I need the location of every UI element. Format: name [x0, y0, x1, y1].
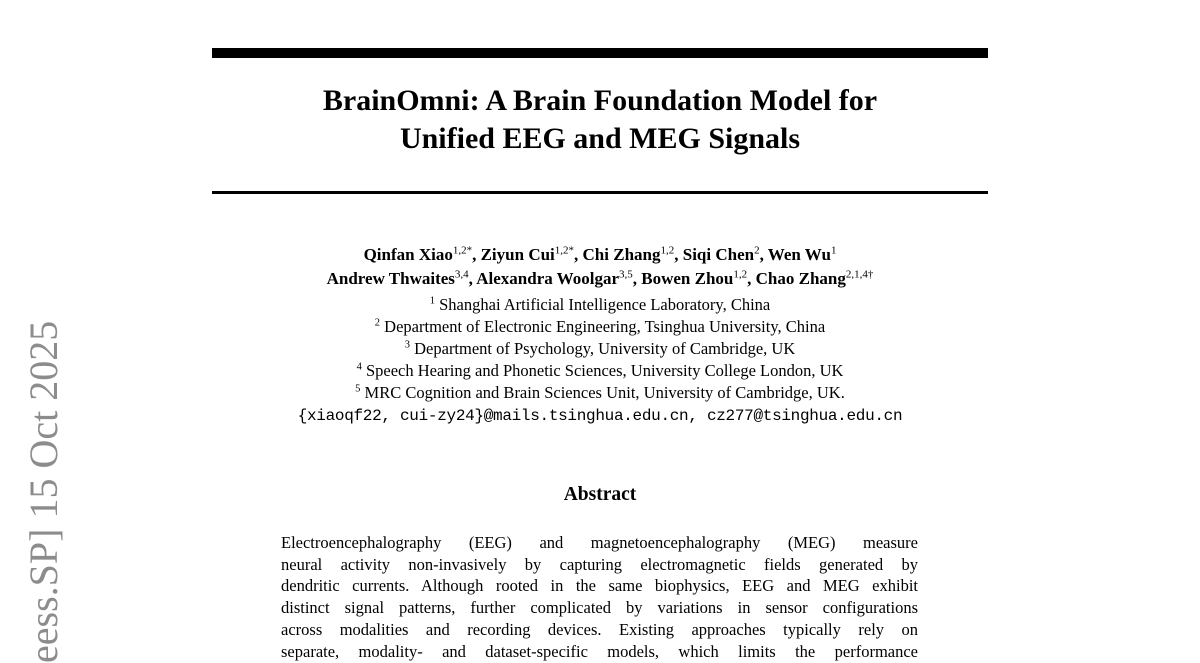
top-thick-rule: [212, 48, 988, 58]
author-superscript: 1,2: [660, 244, 675, 257]
title-bottom-rule: [212, 191, 988, 194]
affiliation-superscript: 4: [356, 361, 362, 373]
abstract-line: separate, modality- and dataset-specific models, which limits the performance: [281, 641, 918, 661]
author-name: Bowen Zhou: [641, 269, 734, 288]
author-name: Siqi Chen: [682, 245, 755, 264]
page-title-line-1: BrainOmni: A Brain Foundation Model for: [322, 84, 878, 117]
author-name: Alexandra Woolgar: [476, 269, 620, 288]
author-superscript: 1,2: [733, 268, 748, 281]
affiliation-superscript: 1: [429, 295, 435, 307]
author-superscript: 2,1,4†: [845, 268, 874, 281]
author-name: Wen Wu: [767, 245, 831, 264]
abstract-heading: Abstract: [563, 484, 637, 505]
affiliation-superscript: 3: [404, 339, 410, 351]
affiliation-line: $^4$ Speech Hearing and Phonetic Sciences, University College London, UK: [356, 361, 844, 380]
affiliation-line: $^2$ Department of Electronic Engineering, Tsinghua University, China: [374, 317, 826, 336]
affiliations: [130, 294, 1070, 404]
author-name: Andrew Thwaites: [326, 269, 455, 288]
affiliation-superscript: 5: [355, 383, 361, 395]
abstract-body: [281, 532, 918, 662]
author-superscript: 3,5: [619, 268, 633, 281]
author-emails: {xiaoqf22, cui-zy24}@mails.tsinghua.edu.cn, cz277@tsinghua.edu.cn: [297, 407, 903, 425]
page-title: [162, 82, 1038, 158]
author-name: Ziyun Cui: [480, 245, 555, 264]
abstract-line: distinct signal patterns, further complicated by variations in sensor configurations: [281, 598, 918, 618]
affiliation-superscript: 2: [374, 317, 381, 329]
author-superscript: 2: [754, 244, 760, 257]
author-block: [160, 243, 1040, 291]
arxiv-stamp: eess.SP] 15 Oct 2025: [21, 320, 66, 663]
author-line-2: Andrew Thwaites$^{3,4}$, Alexandra Woolgar$^{3,5}$, Bowen Zhou$^{1,2}$, Chao Zhang$^{2,1,4\dagger}$: [326, 268, 874, 288]
author-line-1: Qinfan Xiao$^{1,2*}$, Ziyun Cui$^{1,2*}$, Chi Zhang$^{1,2}$, Siqi Chen$^2$, Wen Wu$^1$: [363, 244, 837, 264]
abstract-line: across modalities and recording devices. Existing approaches typically rely on: [281, 619, 918, 639]
author-superscript: 3,4: [454, 268, 469, 281]
author-superscript: 1: [830, 244, 837, 257]
page-title-line-2: Unified EEG and MEG Signals: [399, 122, 801, 155]
author-name: Qinfan Xiao: [363, 245, 453, 264]
author-name: Chi Zhang: [582, 245, 661, 264]
affiliation-line: $^3$ Department of Psychology, University of Cambridge, UK: [404, 339, 796, 358]
author-superscript: 1,2*: [452, 244, 473, 257]
abstract-line: Electroencephalography (EEG) and magnetoencephalography (MEG) measure: [281, 533, 918, 552]
author-superscript: 1,2*: [554, 244, 575, 257]
abstract-line: neural activity non-invasively by capturing electromagnetic fields generated by: [281, 554, 918, 574]
affiliation-line: $^1$ Shanghai Artificial Intelligence Laboratory, China: [429, 295, 771, 314]
affiliation-line: $^5$ MRC Cognition and Brain Sciences Unit, University of Cambridge, UK.: [355, 383, 845, 402]
abstract-line: dendritic currents. Although rooted in the same biophysics, EEG and MEG exhibit: [281, 576, 918, 596]
author-name: Chao Zhang: [755, 269, 846, 288]
